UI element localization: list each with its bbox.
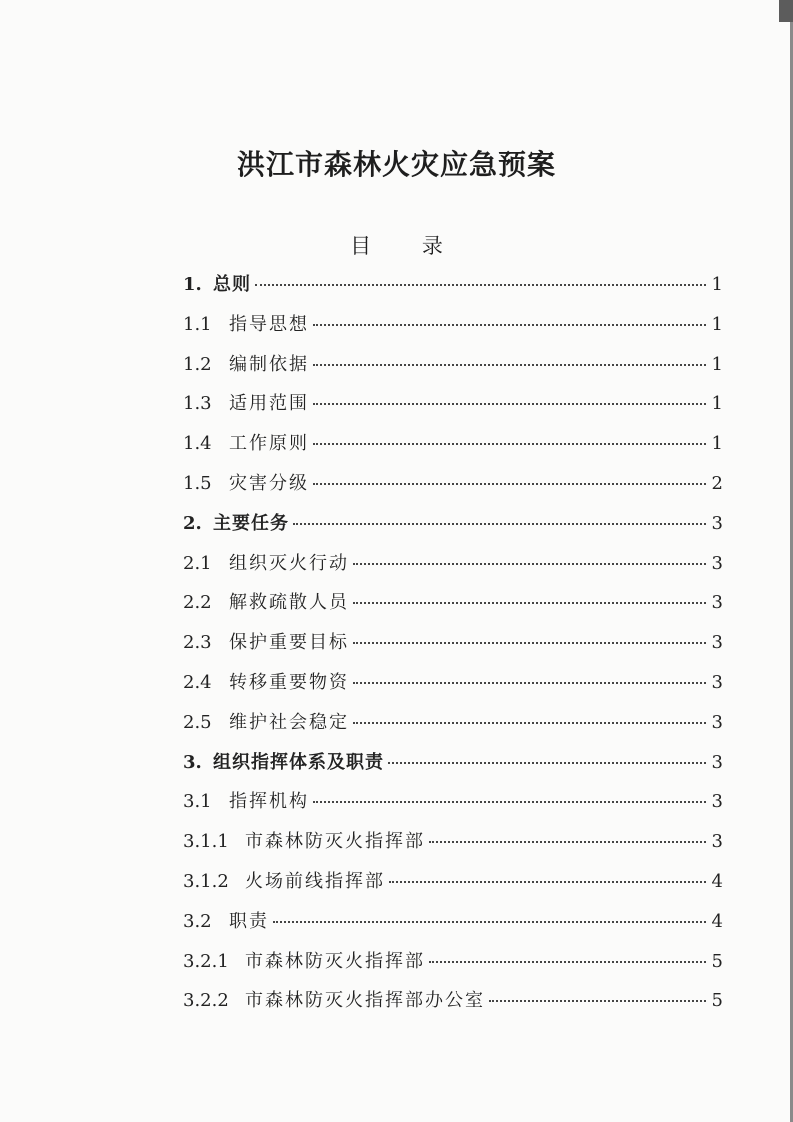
toc-entry-number: 3.1.1 bbox=[183, 831, 229, 853]
toc-dot-leader bbox=[313, 443, 706, 445]
toc-entry-page-number: 3 bbox=[711, 632, 723, 654]
toc-entry-page-number: 2 bbox=[711, 473, 723, 494]
toc-dot-leader bbox=[429, 841, 706, 843]
toc-entry-page-number: 1 bbox=[711, 274, 723, 295]
toc-entry[interactable] bbox=[183, 549, 723, 577]
toc-entry-label: 总则 bbox=[213, 274, 251, 295]
toc-entry-page-number: 4 bbox=[711, 910, 723, 932]
toc-entry-number: 1.5 bbox=[183, 473, 212, 494]
toc-dot-leader bbox=[313, 324, 706, 326]
toc-dot-leader bbox=[293, 523, 706, 525]
toc-entry[interactable] bbox=[183, 708, 723, 736]
page-title: 洪江市森林火灾应急预案 bbox=[236, 148, 556, 181]
toc-entry-label: 保护重要目标 bbox=[229, 632, 349, 654]
toc-entry-number: 2.1 bbox=[183, 552, 212, 574]
toc-entry-page-number: 1 bbox=[711, 353, 723, 375]
toc-dot-leader bbox=[388, 762, 706, 764]
toc-entry-label: 市森林防灭火指挥部 bbox=[245, 831, 425, 853]
toc-entry[interactable] bbox=[183, 668, 723, 696]
toc-entry-page-number: 5 bbox=[711, 950, 723, 972]
toc-dot-leader bbox=[313, 403, 706, 405]
toc-entry[interactable] bbox=[183, 827, 723, 855]
toc-dot-leader bbox=[429, 961, 706, 963]
toc-entry-label: 灾害分级 bbox=[229, 473, 309, 494]
toc-entry-number: 3.1.2 bbox=[183, 871, 229, 892]
toc-entry[interactable] bbox=[183, 509, 723, 537]
toc-dot-leader bbox=[313, 801, 706, 803]
toc-entry-number: 1.2 bbox=[183, 353, 212, 375]
toc-entry-label: 维护社会稳定 bbox=[229, 711, 349, 733]
toc-heading: 目 录 bbox=[350, 234, 465, 258]
toc-entry[interactable] bbox=[183, 350, 723, 378]
toc-entry[interactable] bbox=[183, 389, 723, 417]
toc-entry-number: 3.2.2 bbox=[183, 990, 229, 1012]
toc-entry-number: 2.3 bbox=[183, 632, 212, 654]
toc-entry-page-number: 3 bbox=[711, 751, 723, 773]
toc-dot-leader bbox=[273, 921, 706, 923]
toc-entry[interactable] bbox=[183, 628, 723, 656]
toc-entry-number: 1.3 bbox=[183, 393, 212, 415]
toc-entry-number: 3.1 bbox=[183, 791, 212, 813]
toc-entry-number: 1.4 bbox=[183, 433, 212, 455]
toc-entry[interactable] bbox=[183, 947, 723, 975]
toc-entry-label: 适用范围 bbox=[229, 393, 309, 415]
toc-dot-leader bbox=[255, 284, 706, 286]
toc-dot-leader bbox=[313, 483, 706, 485]
toc-entry[interactable] bbox=[183, 867, 723, 895]
toc-entry-label: 转移重要物资 bbox=[229, 672, 349, 693]
toc-entry[interactable] bbox=[183, 787, 723, 815]
toc-entry-page-number: 1 bbox=[711, 433, 723, 455]
toc-entry-label: 工作原则 bbox=[229, 433, 309, 455]
toc-entry-label: 市森林防灭火指挥部 bbox=[245, 950, 425, 972]
toc-entry-page-number: 3 bbox=[711, 552, 723, 574]
toc-entry-number: 2.2 bbox=[183, 592, 212, 614]
toc-entry[interactable] bbox=[183, 310, 723, 338]
toc-entry-number: 1.1 bbox=[183, 313, 212, 335]
toc-entry-number: 2.4 bbox=[183, 672, 212, 693]
toc-entry-page-number: 1 bbox=[711, 393, 723, 415]
toc-entry-number: 2. bbox=[183, 512, 202, 534]
toc-entry-label: 职责 bbox=[229, 910, 269, 932]
toc-entry-number: 1. bbox=[183, 274, 202, 295]
toc-entry[interactable] bbox=[183, 429, 723, 457]
toc-entry-number: 2.5 bbox=[183, 711, 212, 733]
toc-entry-label: 编制依据 bbox=[229, 353, 309, 375]
toc-entry-page-number: 3 bbox=[711, 791, 723, 813]
toc-entry-label: 指挥机构 bbox=[229, 791, 309, 813]
toc-entry-number: 3.2 bbox=[183, 910, 212, 932]
toc-entry-page-number: 3 bbox=[711, 831, 723, 853]
toc-entry-label: 组织指挥体系及职责 bbox=[213, 751, 384, 773]
toc-entry-page-number: 3 bbox=[711, 592, 723, 614]
toc-entry-page-number: 3 bbox=[711, 711, 723, 733]
toc-entry-number: 3.2.1 bbox=[183, 950, 229, 972]
toc-entry-page-number: 3 bbox=[711, 672, 723, 693]
toc-entry-label: 火场前线指挥部 bbox=[245, 871, 385, 892]
toc-entry[interactable] bbox=[183, 270, 723, 298]
toc-dot-leader bbox=[313, 364, 706, 366]
toc-entry-label: 市森林防灭火指挥部办公室 bbox=[245, 990, 485, 1012]
toc-entry[interactable] bbox=[183, 986, 723, 1014]
toc-entry-number: 3. bbox=[183, 751, 202, 773]
toc-entry-label: 组织灭火行动 bbox=[229, 552, 349, 574]
toc-entry-label: 主要任务 bbox=[213, 512, 289, 534]
toc-entry-label: 解救疏散人员 bbox=[229, 592, 349, 614]
toc-entry-page-number: 4 bbox=[711, 871, 723, 892]
toc-dot-leader bbox=[353, 682, 706, 684]
toc-dot-leader bbox=[353, 602, 706, 604]
toc-dot-leader bbox=[353, 642, 706, 644]
toc-entry-page-number: 3 bbox=[711, 512, 723, 534]
toc-dot-leader bbox=[353, 722, 706, 724]
toc-dot-leader bbox=[353, 563, 706, 565]
toc-entry[interactable] bbox=[183, 748, 723, 776]
toc-entry-page-number: 1 bbox=[711, 313, 723, 335]
toc-dot-leader bbox=[489, 1000, 706, 1002]
toc-entry[interactable] bbox=[183, 907, 723, 935]
toc-entry[interactable] bbox=[183, 588, 723, 616]
toc-entry-label: 指导思想 bbox=[229, 313, 309, 335]
toc-entry-page-number: 5 bbox=[711, 990, 723, 1012]
toc-dot-leader bbox=[389, 881, 706, 883]
toc-entry[interactable] bbox=[183, 469, 723, 497]
